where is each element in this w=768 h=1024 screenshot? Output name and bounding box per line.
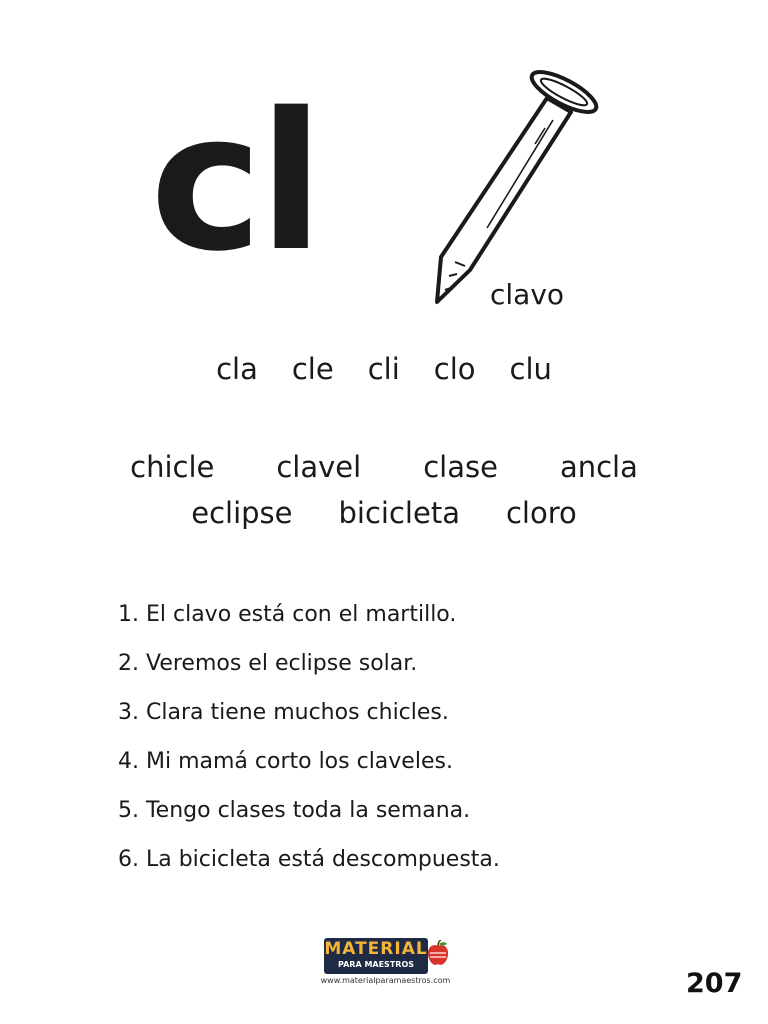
logo-url: www.materialparamaestros.com	[320, 976, 451, 985]
image-caption: clavo	[490, 278, 565, 311]
word: eclipse	[191, 496, 293, 530]
sentence: 3. Clara tiene muchos chicles.	[118, 700, 449, 725]
publisher-logo	[318, 936, 453, 988]
syllable-row	[0, 352, 768, 386]
sentence: 1. El clavo está con el martillo.	[118, 602, 457, 627]
word: chicle	[130, 450, 215, 484]
logo-subtitle: PARA MAESTROS	[337, 960, 414, 969]
word-row-2	[0, 496, 768, 530]
word: cloro	[505, 496, 577, 530]
syllable: cla	[216, 352, 258, 386]
sentence: 5. Tengo clases toda la semana.	[118, 798, 471, 823]
apple-icon	[426, 940, 450, 968]
nail-icon	[425, 62, 610, 312]
syllable: cle	[291, 352, 334, 386]
page-number: 207	[686, 968, 743, 999]
syllable: clo	[433, 352, 476, 386]
word: bicicleta	[338, 496, 460, 530]
word: ancla	[559, 450, 638, 484]
heading-letters: cl	[150, 72, 320, 293]
word: clase	[423, 450, 498, 484]
sentence-list	[118, 600, 500, 894]
word-row-1	[0, 450, 768, 484]
logo-title: MATERIAL	[324, 939, 428, 959]
sentence: 4. Mi mamá corto los claveles.	[118, 749, 453, 774]
word: clavel	[276, 450, 362, 484]
sentence: 2. Veremos el eclipse solar.	[118, 651, 418, 676]
syllable: cli	[367, 352, 400, 386]
syllable: clu	[509, 352, 552, 386]
sentence: 6. La bicicleta está descompuesta.	[118, 847, 500, 872]
